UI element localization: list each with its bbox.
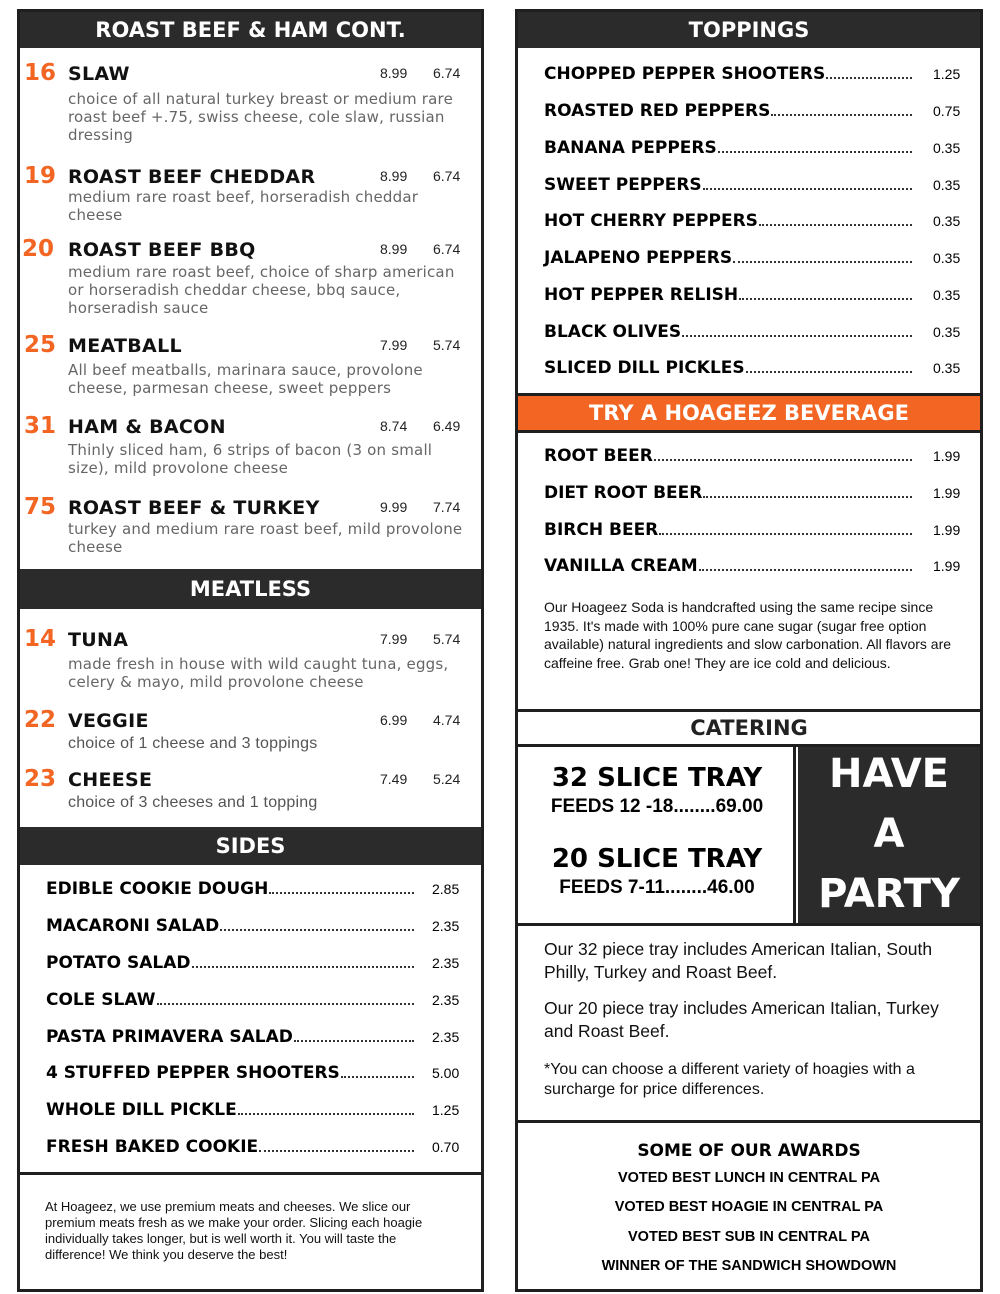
- award-item: WINNER OF THE SANDWICH SHOWDOWN: [601, 1258, 897, 1274]
- dot-leader: [703, 496, 912, 498]
- side-item: [46, 990, 460, 1010]
- item-description: medium rare roast beef, horseradish cheddar cheese: [68, 188, 419, 224]
- topping-name: HOT CHERRY PEPPERS: [544, 211, 758, 231]
- section-header-roast-beef: ROAST BEEF & HAM CONT.: [20, 12, 481, 48]
- item-price-large: 7.99: [380, 337, 408, 353]
- item-description: turkey and medium rare roast beef, mild provolone cheese: [68, 520, 463, 556]
- item-name: TUNA: [68, 629, 129, 651]
- side-price: 1.25: [432, 1102, 460, 1118]
- item-number: 14: [24, 626, 57, 652]
- beverage-price: 1.99: [933, 522, 961, 538]
- dot-leader: [157, 1003, 414, 1005]
- dot-leader: [294, 1040, 414, 1042]
- side-name: PASTA PRIMAVERA SALAD: [46, 1027, 293, 1047]
- dot-leader: [733, 261, 912, 263]
- topping-price: 0.35: [933, 250, 961, 266]
- menu-item: [20, 332, 481, 397]
- party-word: A: [873, 811, 905, 857]
- dot-leader: [771, 114, 912, 116]
- catering-note-20: Our 20 piece tray includes American Italian, Turkey and Roast Beef.: [544, 998, 939, 1041]
- dot-leader: [220, 929, 414, 931]
- dot-leader: [718, 151, 912, 153]
- side-price: 2.35: [432, 955, 460, 971]
- dot-leader: [746, 371, 912, 373]
- tray-20-price: FEEDS 7-11........46.00: [559, 877, 755, 898]
- item-price-small: 6.49: [433, 418, 461, 434]
- tray-20-title: 20 SLICE TRAY: [551, 844, 763, 874]
- side-item: [46, 916, 460, 936]
- item-price-large: 6.99: [380, 712, 408, 728]
- menu-item: [20, 60, 481, 150]
- beverage-name: BIRCH BEER: [544, 520, 659, 540]
- dot-leader: [699, 569, 912, 571]
- side-name: 4 STUFFED PEPPER SHOOTERS: [46, 1063, 340, 1083]
- menu-item: [20, 413, 481, 477]
- dot-leader: [682, 335, 912, 337]
- award-item: VOTED BEST LUNCH IN CENTRAL PA: [617, 1170, 881, 1186]
- beverage-name: VANILLA CREAM: [544, 556, 698, 576]
- side-name: COLE SLAW: [46, 990, 156, 1010]
- beverage-price: 1.99: [933, 485, 961, 501]
- item-price-small: 4.74: [433, 712, 461, 728]
- menu-item: [20, 707, 481, 757]
- item-price-small: 6.74: [433, 168, 461, 184]
- side-price: 2.35: [432, 992, 460, 1008]
- side-price: 5.00: [432, 1065, 460, 1081]
- topping-item: [544, 358, 961, 378]
- section-header-beverage: TRY A HOAGEEZ BEVERAGE: [518, 393, 980, 433]
- awards-title: SOME OF OUR AWARDS: [637, 1141, 861, 1161]
- topping-price: 0.35: [933, 324, 961, 340]
- item-price-large: 8.99: [380, 241, 408, 257]
- topping-item: [544, 64, 961, 84]
- side-item: [46, 1137, 460, 1157]
- topping-name: BLACK OLIVES: [544, 322, 682, 342]
- item-description: choice of 1 cheese and 3 toppings: [68, 735, 318, 752]
- divider: [20, 1172, 481, 1175]
- beverage-name: ROOT BEER: [544, 446, 653, 466]
- soda-note: Our Hoageez Soda is handcrafted using the same recipe since 1935. It's made with 100% pure cane sugar (sugar free option available) natural ingredients and slow carbonation. All flavors are caffeine free. Grab one! They are ice cold and delicious.: [544, 599, 952, 671]
- beverage-item: [544, 483, 961, 503]
- side-name: EDIBLE COOKIE DOUGH: [46, 879, 269, 899]
- side-price: 2.85: [432, 881, 460, 897]
- beverage-item: [544, 520, 961, 540]
- item-number: 16: [24, 60, 57, 86]
- topping-name: HOT PEPPER RELISH: [544, 285, 739, 305]
- side-price: 2.35: [432, 1029, 460, 1045]
- dot-leader: [269, 892, 414, 894]
- menu-item: [20, 626, 481, 696]
- item-name: ROAST BEEF BBQ: [68, 239, 256, 261]
- premium-meats-note: At Hoageez, we use premium meats and cheeses. We slice our premium meats fresh as we make your order. Slicing each hoagie individually takes longer, but is well worth it. You will taste the difference! We think you deserve the best!: [45, 1199, 423, 1262]
- dot-leader: [759, 224, 912, 226]
- have-a-party-banner: [798, 747, 980, 923]
- topping-price: 0.75: [933, 103, 961, 119]
- item-price-small: 5.74: [433, 631, 461, 647]
- dot-leader: [739, 298, 912, 300]
- item-number: 19: [24, 163, 57, 189]
- menu-item: [20, 766, 481, 816]
- party-word: PARTY: [818, 871, 960, 917]
- dot-leader: [659, 533, 912, 535]
- side-name: FRESH BAKED COOKIE: [46, 1137, 259, 1157]
- dot-leader: [826, 77, 912, 79]
- award-item: VOTED BEST SUB IN CENTRAL PA: [628, 1229, 870, 1245]
- item-price-large: 7.49: [380, 771, 408, 787]
- side-item: [46, 879, 460, 899]
- beverage-price: 1.99: [933, 448, 961, 464]
- topping-name: SLICED DILL PICKLES: [544, 358, 745, 378]
- item-description: medium rare roast beef, choice of sharp american or horseradish cheddar cheese, bbq sauce, horseradish sauce: [68, 263, 455, 317]
- tray-options: [518, 747, 796, 923]
- dot-leader: [341, 1076, 414, 1078]
- topping-item: [544, 138, 961, 158]
- menu-item: [20, 236, 481, 316]
- dot-leader: [703, 188, 912, 190]
- section-header-catering: CATERING: [518, 709, 980, 747]
- topping-item: [544, 322, 961, 342]
- divider: [518, 1120, 980, 1123]
- side-item: [46, 1027, 460, 1047]
- item-name: ROAST BEEF CHEDDAR: [68, 166, 316, 188]
- section-header-meatless: MEATLESS: [20, 569, 481, 609]
- item-price-small: 5.24: [433, 771, 461, 787]
- item-price-small: 6.74: [433, 241, 461, 257]
- side-price: 0.70: [432, 1139, 460, 1155]
- section-header-toppings: TOPPINGS: [518, 12, 980, 48]
- party-word: HAVE: [829, 751, 949, 797]
- item-description: Thinly sliced ham, 6 strips of bacon (3 on small size), mild provolone cheese: [68, 441, 433, 477]
- section-header-sides: SIDES: [20, 827, 481, 865]
- item-name: MEATBALL: [68, 335, 182, 357]
- left-column: [17, 9, 484, 1292]
- item-name: SLAW: [68, 63, 130, 85]
- topping-name: ROASTED RED PEPPERS: [544, 101, 771, 121]
- topping-price: 0.35: [933, 140, 961, 156]
- beverage-item: [544, 556, 961, 576]
- beverage-item: [544, 446, 961, 466]
- menu-item: [20, 163, 481, 223]
- catering-note-surcharge: *You can choose a different variety of hoagies with a surcharge for price differences.: [544, 1061, 915, 1098]
- dot-leader: [654, 459, 912, 461]
- item-name: ROAST BEEF & TURKEY: [68, 497, 320, 519]
- topping-item: [544, 248, 961, 268]
- item-price-small: 6.74: [433, 65, 461, 81]
- side-name: POTATO SALAD: [46, 953, 191, 973]
- item-name: VEGGIE: [68, 710, 149, 732]
- item-description: choice of 3 cheeses and 1 topping: [68, 794, 318, 811]
- item-number: 20: [22, 236, 55, 262]
- item-number: 75: [24, 494, 57, 520]
- catering-note-32: Our 32 piece tray includes American Italian, South Philly, Turkey and Roast Beef.: [544, 939, 933, 982]
- item-price-large: 9.99: [380, 499, 408, 515]
- topping-item: [544, 101, 961, 121]
- item-price-large: 8.99: [380, 65, 408, 81]
- topping-item: [544, 211, 961, 231]
- side-name: WHOLE DILL PICKLE: [46, 1100, 237, 1120]
- item-number: 22: [24, 707, 57, 733]
- dot-leader: [192, 966, 415, 968]
- item-price-small: 7.74: [433, 499, 461, 515]
- dot-leader: [259, 1150, 414, 1152]
- topping-name: BANANA PEPPERS: [544, 138, 717, 158]
- item-name: HAM & BACON: [68, 416, 226, 438]
- right-column: [515, 9, 983, 1292]
- item-price-large: 8.74: [380, 418, 408, 434]
- topping-name: JALAPENO PEPPERS: [544, 248, 733, 268]
- item-number: 31: [24, 413, 57, 439]
- side-name: MACARONI SALAD: [46, 916, 220, 936]
- side-item: [46, 1063, 460, 1083]
- award-item: VOTED BEST HOAGIE IN CENTRAL PA: [614, 1199, 884, 1215]
- tray-32-price: FEEDS 12 -18........69.00: [550, 796, 764, 817]
- item-description: choice of all natural turkey breast or medium rare roast beef +.75, swiss cheese, cole slaw, russian dressing: [68, 90, 454, 144]
- side-item: [46, 953, 460, 973]
- tray-32-title: 32 SLICE TRAY: [551, 763, 763, 793]
- topping-price: 0.35: [933, 287, 961, 303]
- topping-item: [544, 285, 961, 305]
- item-description: All beef meatballs, marinara sauce, provolone cheese, parmesan cheese, sweet peppers: [68, 361, 423, 397]
- side-price: 2.35: [432, 918, 460, 934]
- menu-item: [20, 494, 481, 554]
- item-name: CHEESE: [68, 769, 153, 791]
- beverage-name: DIET ROOT BEER: [544, 483, 703, 503]
- topping-item: [544, 175, 961, 195]
- topping-price: 0.35: [933, 177, 961, 193]
- item-price-large: 7.99: [380, 631, 408, 647]
- beverage-price: 1.99: [933, 558, 961, 574]
- dot-leader: [238, 1113, 414, 1115]
- topping-price: 0.35: [933, 213, 961, 229]
- topping-name: SWEET PEPPERS: [544, 175, 702, 195]
- item-description: made fresh in house with wild caught tuna, eggs, celery & mayo, mild provolone cheese: [68, 655, 449, 691]
- item-price-large: 8.99: [380, 168, 408, 184]
- item-number: 25: [24, 332, 57, 358]
- item-number: 23: [24, 766, 57, 792]
- topping-price: 1.25: [933, 66, 961, 82]
- side-item: [46, 1100, 460, 1120]
- topping-name: CHOPPED PEPPER SHOOTERS: [544, 64, 826, 84]
- divider: [518, 923, 980, 926]
- topping-price: 0.35: [933, 360, 961, 376]
- item-price-small: 5.74: [433, 337, 461, 353]
